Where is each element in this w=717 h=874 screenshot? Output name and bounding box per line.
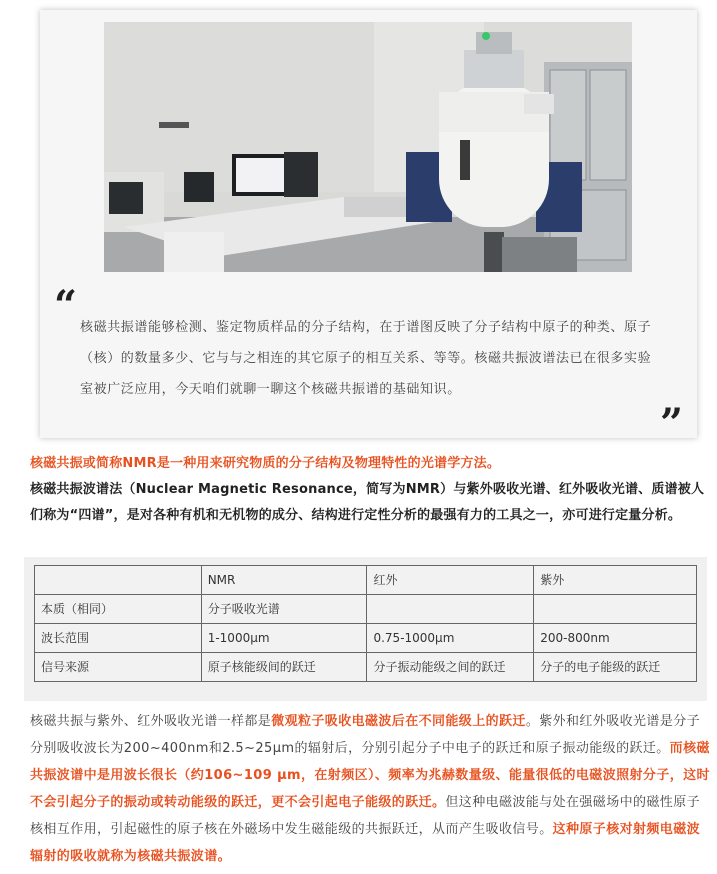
- comparison-table-box: [24, 557, 707, 701]
- nmr-lab-photo: [104, 22, 632, 272]
- body-highlight: 微观粒子吸收电磁波后在不同能级上的跃迁: [271, 714, 526, 729]
- table-cell: 1-1000μm: [201, 624, 367, 653]
- nmr-lab-illustration: [104, 22, 632, 272]
- quote-card: [40, 10, 697, 447]
- table-cell: 波长范围: [35, 624, 202, 653]
- body-paragraph: [30, 708, 710, 870]
- lead-section: [30, 451, 710, 529]
- table-cell: 分子吸收光谱: [201, 595, 367, 624]
- table-row: [35, 653, 697, 682]
- body-text: 。紫外和红外吸收光谱是分子分别吸收波长为200~400nm和2.5~25μm的辐射后，分别引起分子中电子的跃迁和原子振动能级的跃迁。: [30, 714, 701, 756]
- lead-paragraph: 核磁共振波谱法（Nuclear Magnetic Resonance，简写为NMR）与紫外吸收光谱、红外吸收光谱、质谱被人们称为“四谱”，是对各种有机和无机物的成分、结构进行定性分析的最强有力的工具之一，亦可进行定量分析。: [30, 482, 705, 523]
- body-text: 核磁共振与紫外、红外吸收光谱一样都是: [30, 714, 272, 729]
- close-quote-icon: ”: [660, 400, 684, 447]
- table-cell: 本质（相同）: [35, 595, 202, 624]
- header-cell: [35, 566, 202, 595]
- header-cell: NMR: [201, 566, 367, 595]
- table-cell: 0.75-1000μm: [367, 624, 534, 653]
- header-cell: 红外: [367, 566, 534, 595]
- table-row: [35, 624, 697, 653]
- table-cell: [534, 595, 697, 624]
- body-highlight: 而核磁共振波谱中是用波长很长（约106~109 μm，在射频区）、频率为兆赫数量级、能量很低的电磁波照射分子，这时不会引起分子的振动或转动能级的跃迁，更不会引起电子能级的跃迁。: [30, 741, 710, 810]
- quote-text: 核磁共振谱能够检测、鉴定物质样品的分子结构，在于谱图反映了分子结构中原子的种类、原子（核）的数量多少、它与与之相连的其它原子的相互关系、等等。核磁共振波谱法已在很多实验室被广泛应用，今天咱们就聊一聊这个核磁共振谱的基础知识。: [80, 320, 652, 397]
- body-highlight: 这种原子核对射频电磁波辐射的吸收就称为核磁共振波谱。: [30, 822, 701, 864]
- comparison-table: [34, 565, 697, 682]
- table-cell: 信号来源: [35, 653, 202, 682]
- table-row: [35, 595, 697, 624]
- lead-highlight: 核磁共振或简称NMR是一种用来研究物质的分子结构及物理特性的光谱学方法。: [30, 456, 501, 471]
- header-cell: 紫外: [534, 566, 697, 595]
- table-header-row: [35, 566, 697, 595]
- open-quote-icon: “: [54, 282, 78, 329]
- table-cell: 分子的电子能级的跃迁: [534, 653, 697, 682]
- body-text: 但这种电磁波能与处在强磁场中的磁性原子核相互作用，引起磁性的原子核在外磁场中发生磁能级的共振跃迁，从而产生吸收信号。: [30, 795, 701, 837]
- table-cell: 200-800nm: [534, 624, 697, 653]
- table-cell: 原子核能级间的跃迁: [201, 653, 367, 682]
- table-cell: [367, 595, 534, 624]
- table-cell: 分子振动能级之间的跃迁: [367, 653, 534, 682]
